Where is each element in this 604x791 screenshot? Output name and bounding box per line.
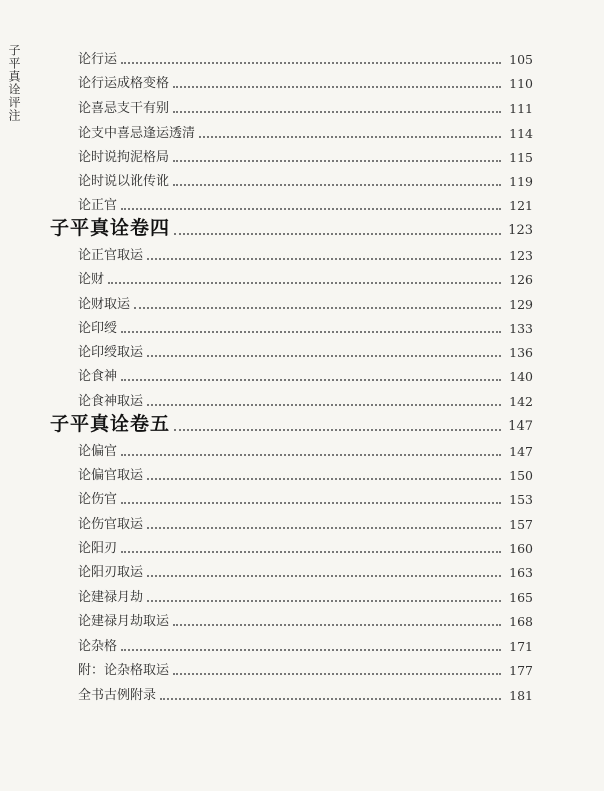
toc-page-number: 119	[509, 174, 533, 189]
dot-leader	[173, 111, 501, 113]
toc-entry[interactable]	[78, 386, 533, 410]
dot-leader	[121, 502, 501, 504]
toc-entry[interactable]	[78, 190, 533, 214]
toc-entry[interactable]	[78, 606, 533, 630]
dot-leader	[121, 551, 501, 553]
toc-entry[interactable]	[78, 680, 533, 704]
toc-entry-title: 论支中喜忌逢运透清	[78, 126, 196, 141]
toc-entry-title: 论偏官	[78, 444, 118, 459]
toc-entry-title: 论时说以讹传讹	[78, 174, 170, 189]
dot-leader	[147, 404, 501, 406]
toc-entry-title: 论时说拘泥格局	[78, 150, 170, 165]
toc-entry-title: 论印绶	[78, 321, 118, 336]
toc-entry-title: 论喜忌支干有别	[78, 101, 170, 116]
toc-entry[interactable]	[78, 166, 533, 190]
toc-entry-title: 论行运成格变格	[78, 76, 170, 91]
toc-entry-title: 论偏官取运	[78, 468, 144, 483]
toc-page-number: 181	[509, 688, 533, 703]
dot-leader	[147, 575, 501, 577]
toc-entry-title: 论正官	[78, 198, 118, 213]
toc-entry[interactable]	[78, 509, 533, 533]
toc-page-number: 123	[508, 223, 533, 238]
dot-leader	[121, 331, 501, 333]
toc-entry-title: 论伤官取运	[78, 517, 144, 532]
toc-entry[interactable]	[78, 582, 533, 606]
toc-page-number: 147	[508, 419, 533, 434]
toc-entry[interactable]	[78, 460, 533, 484]
toc-entry-title: 子平真诠卷五	[50, 413, 171, 435]
toc-entry[interactable]	[78, 557, 533, 581]
dot-leader	[121, 649, 501, 651]
dot-leader	[199, 136, 501, 138]
toc-page-number: 150	[509, 468, 533, 483]
toc-entry[interactable]	[78, 240, 533, 264]
running-book-title: 子平真诠评注	[7, 44, 21, 122]
toc-entry-title: 论食神	[78, 369, 118, 384]
toc-entry[interactable]	[78, 533, 533, 557]
toc-entry-title: 论财	[78, 272, 105, 287]
toc-page-number: 105	[509, 52, 533, 67]
toc-page-number: 123	[509, 248, 533, 263]
toc-entry[interactable]	[78, 68, 533, 92]
toc-entry-title: 论杂格	[78, 639, 118, 654]
toc-page-number: 171	[509, 639, 533, 654]
dot-leader	[173, 624, 501, 626]
dot-leader	[147, 478, 501, 480]
toc-entry-title: 论行运	[78, 52, 118, 67]
toc-entry-title: 论伤官	[78, 492, 118, 507]
toc-entry[interactable]	[78, 93, 533, 117]
toc-page-number: 110	[509, 76, 533, 91]
toc-entry-title: 子平真诠卷四	[50, 217, 171, 239]
dot-leader	[147, 600, 501, 602]
toc-entry[interactable]	[78, 313, 533, 337]
toc-entry-title: 全书古例附录	[78, 688, 157, 703]
toc-entry[interactable]	[78, 264, 533, 288]
dot-leader	[121, 208, 501, 210]
toc-page-number: 129	[509, 297, 533, 312]
toc-entry-title: 论建禄月劫取运	[78, 614, 170, 629]
dot-leader	[173, 184, 501, 186]
toc-entry-title: 论正官取运	[78, 248, 144, 263]
dot-leader	[173, 673, 501, 675]
toc-page-number: 160	[509, 541, 533, 556]
toc-entry[interactable]	[78, 361, 533, 385]
toc-page-number: 177	[509, 663, 533, 678]
toc-page-number: 111	[509, 101, 533, 116]
dot-leader	[121, 62, 501, 64]
toc-entry-title: 论印绶取运	[78, 345, 144, 360]
toc-page-number: 121	[509, 198, 533, 213]
toc-entry-title: 论财取运	[78, 297, 131, 312]
dot-leader	[108, 282, 501, 284]
toc-page-number: 115	[509, 150, 533, 165]
toc-entry-title: 论食神取运	[78, 394, 144, 409]
toc-page-number: 114	[509, 126, 533, 141]
toc-volume-heading[interactable]	[50, 215, 533, 239]
toc-page-number: 147	[509, 444, 533, 459]
toc-page-number: 126	[509, 272, 533, 287]
dot-leader	[174, 429, 501, 431]
dot-leader	[173, 160, 501, 162]
dot-leader	[147, 527, 501, 529]
toc-page-number: 157	[509, 517, 533, 532]
toc-page-number: 163	[509, 565, 533, 580]
toc-page-number: 168	[509, 614, 533, 629]
toc-entry-title: 附：论杂格取运	[78, 663, 170, 678]
dot-leader	[173, 86, 501, 88]
toc-entry-title: 论建禄月劫	[78, 590, 144, 605]
toc-page-number: 153	[509, 492, 533, 507]
dot-leader	[121, 454, 501, 456]
toc-entry-title: 论阳刃取运	[78, 565, 144, 580]
toc-volume-heading[interactable]	[50, 411, 533, 435]
toc-page-number: 165	[509, 590, 533, 605]
toc-entry[interactable]	[78, 142, 533, 166]
toc-page-number: 133	[509, 321, 533, 336]
toc-entry[interactable]	[78, 655, 533, 679]
dot-leader	[147, 258, 501, 260]
toc-entry[interactable]	[78, 337, 533, 361]
toc-entry[interactable]	[78, 289, 533, 313]
toc-entry-title: 论阳刃	[78, 541, 118, 556]
toc-entry[interactable]	[78, 118, 533, 142]
dot-leader	[121, 379, 501, 381]
toc-entry[interactable]	[78, 631, 533, 655]
toc-entry[interactable]	[78, 484, 533, 508]
toc-page-number: 136	[509, 345, 533, 360]
dot-leader	[147, 355, 501, 357]
toc-entry[interactable]	[78, 436, 533, 460]
toc-page-number: 140	[509, 369, 533, 384]
dot-leader	[134, 307, 501, 309]
dot-leader	[174, 233, 501, 235]
toc-entry[interactable]	[78, 44, 533, 68]
toc-page-number: 142	[509, 394, 533, 409]
dot-leader	[160, 698, 501, 700]
